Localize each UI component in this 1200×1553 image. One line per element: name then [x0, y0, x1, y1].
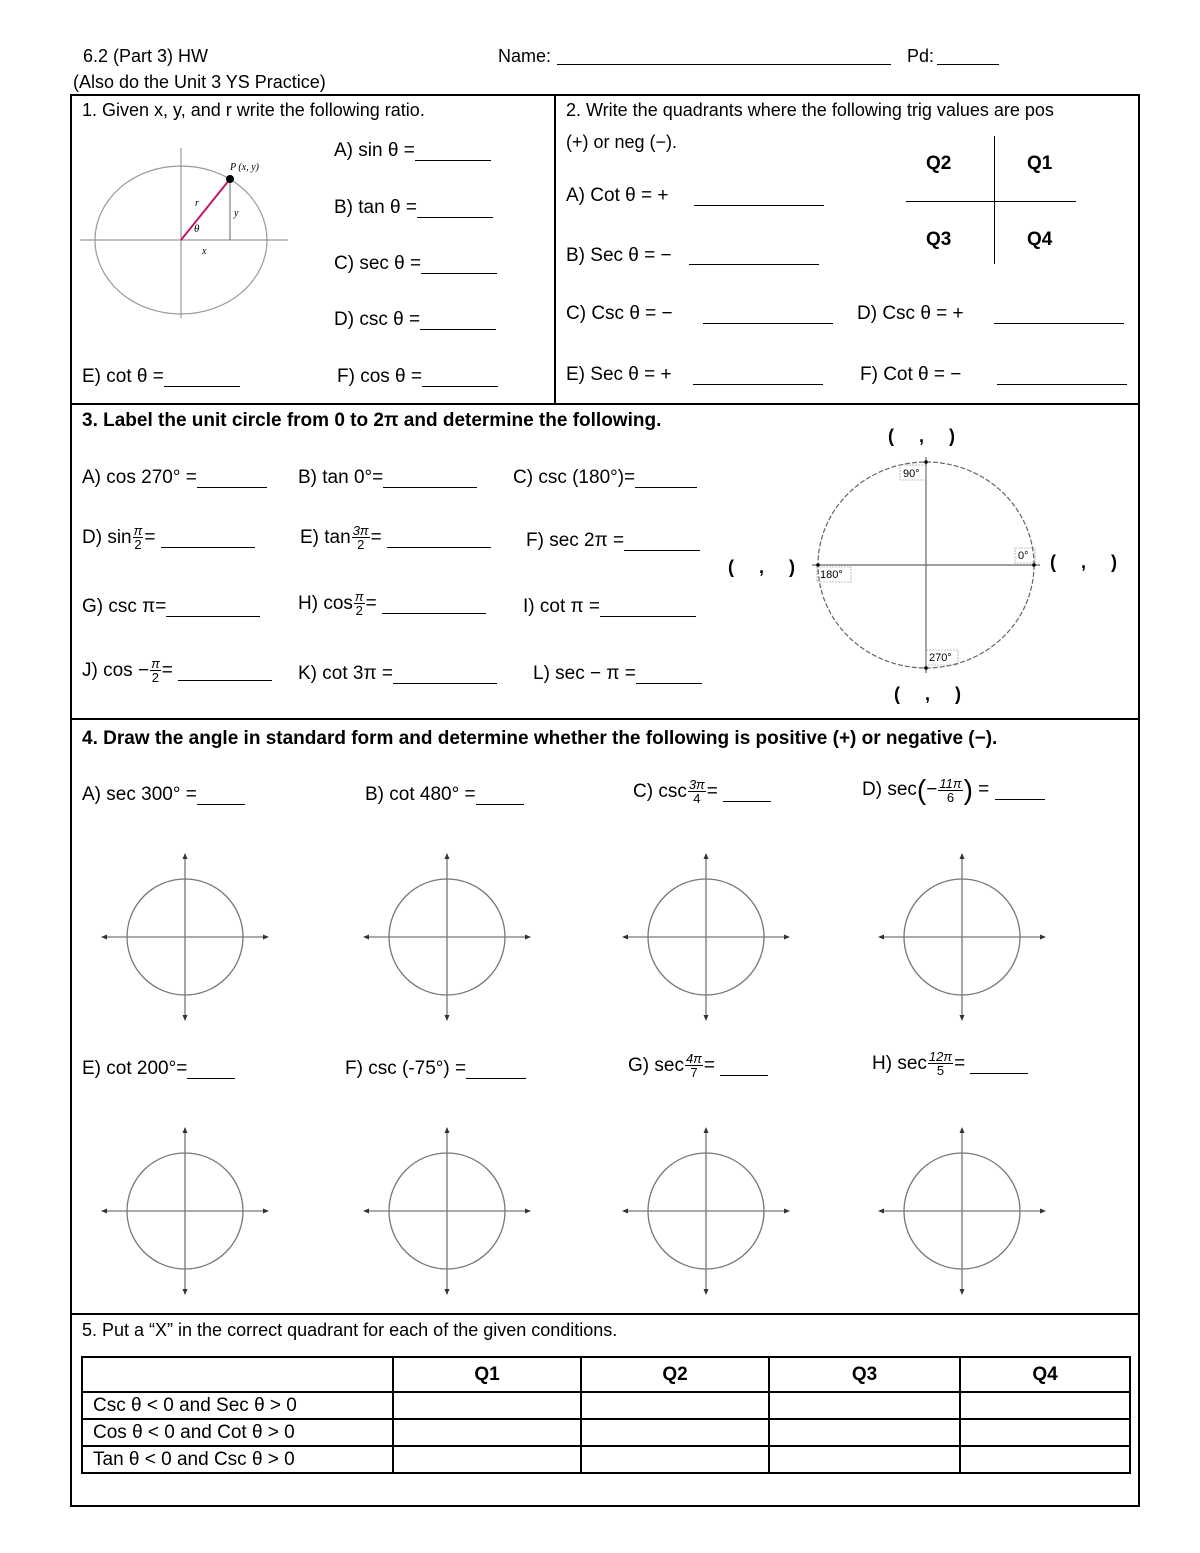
angle-axes-3[interactable]: [618, 849, 794, 1025]
s1-item-f: F) cos θ =: [337, 366, 422, 387]
deg180-label: 180°: [820, 569, 843, 581]
s4-answer-g[interactable]: [720, 1056, 768, 1076]
s4-item-g: G) sec: [628, 1054, 684, 1076]
s3-item-h: H) cos: [298, 592, 353, 614]
s1-item-c: C) sec θ =: [334, 253, 422, 274]
answer-cell[interactable]: [581, 1446, 769, 1473]
s2-answer-d[interactable]: [994, 323, 1124, 324]
angle-axes-1[interactable]: [97, 849, 273, 1025]
s2-item-b: B) Sec θ = −: [566, 245, 672, 266]
s2-item-a: A) Cot θ = +: [566, 185, 669, 206]
section2-heading-line2: (+) or neg (−).: [566, 132, 678, 152]
condition-label: Cos θ < 0 and Cot θ > 0: [82, 1419, 393, 1446]
answer-cell[interactable]: [960, 1446, 1130, 1473]
answer-cell[interactable]: [769, 1446, 960, 1473]
s2-answer-c[interactable]: [703, 323, 833, 324]
s3-item-i: I) cot π =: [523, 596, 600, 617]
table-header-q2: Q2: [581, 1357, 769, 1392]
s3-item-b: B) tan 0°=: [298, 467, 384, 488]
deg90-label: 90°: [903, 468, 920, 480]
section5-heading: 5. Put a “X” in the correct quadrant for each of the given conditions.: [82, 1320, 618, 1340]
s2-item-d: D) Csc θ = +: [857, 303, 964, 324]
s1-answer-a[interactable]: [415, 141, 491, 161]
s2-item-f: F) Cot θ = −: [860, 364, 962, 385]
deg270-label: 270°: [929, 652, 952, 664]
table-header-q1: Q1: [393, 1357, 581, 1392]
s4-item-c: C) csc: [633, 780, 687, 802]
s3-answer-b[interactable]: [383, 468, 477, 488]
s2-answer-a[interactable]: [694, 205, 824, 206]
s4-answer-d[interactable]: [995, 780, 1045, 800]
section2-heading-line1: 2. Write the quadrants where the following trig values are pos: [566, 100, 1054, 120]
xy-circle-figure: [80, 146, 290, 321]
condition-label: Tan θ < 0 and Csc θ > 0: [82, 1446, 393, 1473]
s3-item-e: E) tan: [300, 526, 351, 548]
deg0-label: 0°: [1018, 550, 1029, 562]
answer-cell[interactable]: [393, 1419, 581, 1446]
point-label: P (x, y): [230, 162, 259, 173]
s1-item-d: D) csc θ =: [334, 309, 421, 330]
s3-item-c: C) csc (180°)=: [513, 467, 636, 488]
r-label: r: [195, 198, 199, 209]
condition-label: Csc θ < 0 and Sec θ > 0: [82, 1392, 393, 1419]
angle-axes-4[interactable]: [874, 849, 1050, 1025]
coord-top[interactable]: ( , ): [888, 426, 955, 446]
coord-right[interactable]: ( , ): [1050, 552, 1117, 572]
s4-item-h: H) sec: [872, 1052, 927, 1074]
s3-item-k: K) cot 3π =: [298, 663, 393, 684]
section4-heading: 4. Draw the angle in standard form and determine whether the following is positive (+) or negative (−).: [82, 728, 998, 749]
s2-item-e: E) Sec θ = +: [566, 364, 672, 385]
table-row: [82, 1419, 1130, 1446]
name-label: Name:: [498, 46, 552, 66]
angle-axes-8[interactable]: [874, 1123, 1050, 1299]
s4-item-e: E) cot 200°=: [82, 1058, 188, 1079]
s4-c-fraction: $\frac{3\pi}{4}$: [688, 777, 705, 806]
s3-answer-e[interactable]: [387, 528, 491, 548]
table-row: [82, 1446, 1130, 1473]
s3-answer-l[interactable]: [636, 664, 702, 684]
s1-answer-c[interactable]: [421, 254, 497, 274]
table-header-q3: Q3: [769, 1357, 960, 1392]
s1-answer-d[interactable]: [420, 310, 496, 330]
s4-item-f: F) csc (-75°) =: [345, 1058, 467, 1079]
angle-axes-5[interactable]: [97, 1123, 273, 1299]
quadrant-q2-label: Q2: [926, 153, 952, 174]
quadrant-q1-label: Q1: [1027, 153, 1053, 174]
s1-item-a: A) sin θ =: [334, 140, 415, 161]
s4-answer-b[interactable]: [476, 785, 524, 805]
table-row: [82, 1392, 1130, 1419]
y-label: y: [234, 208, 239, 219]
answer-cell[interactable]: [581, 1392, 769, 1419]
s4-answer-f[interactable]: [466, 1059, 526, 1079]
quadrant-q4-label: Q4: [1027, 229, 1053, 250]
worksheet-title: 6.2 (Part 3) HW: [83, 46, 209, 66]
answer-cell[interactable]: [581, 1419, 769, 1446]
s4-item-b: B) cot 480° =: [365, 784, 476, 805]
s3-e-fraction: $\frac{3\pi}{2}$: [352, 523, 369, 552]
s2-answer-f[interactable]: [997, 384, 1127, 385]
s3-answer-h[interactable]: [382, 594, 486, 614]
s3-item-d: D) sin: [82, 526, 132, 548]
s1-answer-e[interactable]: [164, 367, 240, 387]
theta-label: θ: [194, 223, 200, 235]
s1-item-b: B) tan θ =: [334, 197, 417, 218]
s3-answer-a[interactable]: [197, 468, 267, 488]
s4-item-d: D) sec: [862, 779, 917, 800]
table-header-blank: [82, 1357, 393, 1392]
s3-item-j: J) cos −: [82, 659, 150, 681]
coord-bottom[interactable]: ( , ): [894, 684, 961, 704]
s3-answer-k[interactable]: [393, 664, 497, 684]
s3-answer-g[interactable]: [166, 597, 260, 617]
s3-answer-f[interactable]: [624, 531, 700, 551]
worksheet-subtitle: (Also do the Unit 3 YS Practice): [73, 72, 326, 92]
table-header-q4: Q4: [960, 1357, 1130, 1392]
s3-answer-i[interactable]: [600, 597, 696, 617]
s4-g-fraction: $\frac{4\pi}{7}$: [685, 1051, 702, 1080]
quadrant-v-axis: [994, 136, 995, 264]
s3-item-l: L) sec − π =: [533, 663, 636, 684]
s4-answer-e[interactable]: [187, 1059, 235, 1079]
quadrant-table: [81, 1356, 1131, 1474]
answer-cell[interactable]: [769, 1419, 960, 1446]
quadrant-q3-label: Q3: [926, 229, 952, 250]
s3-item-g: G) csc π=: [82, 596, 167, 617]
s3-item-f: F) sec 2π =: [526, 530, 625, 551]
s3-j-fraction: $\frac{\pi}{2}$: [151, 656, 160, 685]
s2-answer-b[interactable]: [689, 264, 819, 265]
answer-cell[interactable]: [769, 1392, 960, 1419]
s4-answer-a[interactable]: [197, 785, 245, 805]
s1-answer-b[interactable]: [417, 198, 493, 218]
answer-cell[interactable]: [393, 1392, 581, 1419]
s1-item-e: E) cot θ =: [82, 366, 164, 387]
name-field[interactable]: [557, 64, 891, 65]
answer-cell[interactable]: [393, 1446, 581, 1473]
section3-heading: 3. Label the unit circle from 0 to 2π and determine the following.: [82, 410, 662, 431]
section1-heading: 1. Given x, y, and r write the following ratio.: [82, 100, 425, 120]
x-label: x: [202, 246, 207, 257]
s3-answer-d[interactable]: [161, 528, 255, 548]
quadrant-h-axis: [906, 201, 1076, 202]
angle-axes-6[interactable]: [359, 1123, 535, 1299]
coord-left[interactable]: ( , ): [728, 557, 795, 577]
s3-answer-c[interactable]: [635, 468, 697, 488]
s3-h-fraction: $\frac{\pi}{2}$: [354, 589, 364, 618]
s4-item-a: A) sec 300° =: [82, 784, 197, 805]
s1-answer-f[interactable]: [422, 367, 498, 387]
angle-axes-2[interactable]: [359, 849, 535, 1025]
s2-answer-e[interactable]: [693, 384, 823, 385]
s3-item-a: A) cos 270° =: [82, 467, 197, 488]
s3-answer-j[interactable]: [178, 661, 272, 681]
period-label: Pd:: [907, 46, 935, 66]
angle-axes-7[interactable]: [618, 1123, 794, 1299]
answer-cell[interactable]: [960, 1419, 1130, 1446]
period-field[interactable]: [937, 64, 999, 65]
s3-d-fraction: $\frac{\pi}{2}$: [133, 523, 143, 552]
s4-answer-h[interactable]: [970, 1054, 1028, 1074]
s2-item-c: C) Csc θ = −: [566, 303, 673, 324]
s4-d-fraction: $\frac{11\pi}{6}$: [939, 775, 962, 805]
s4-answer-c[interactable]: [723, 782, 771, 802]
s4-h-fraction: $\frac{12\pi}{5}$: [928, 1049, 953, 1078]
answer-cell[interactable]: [960, 1392, 1130, 1419]
